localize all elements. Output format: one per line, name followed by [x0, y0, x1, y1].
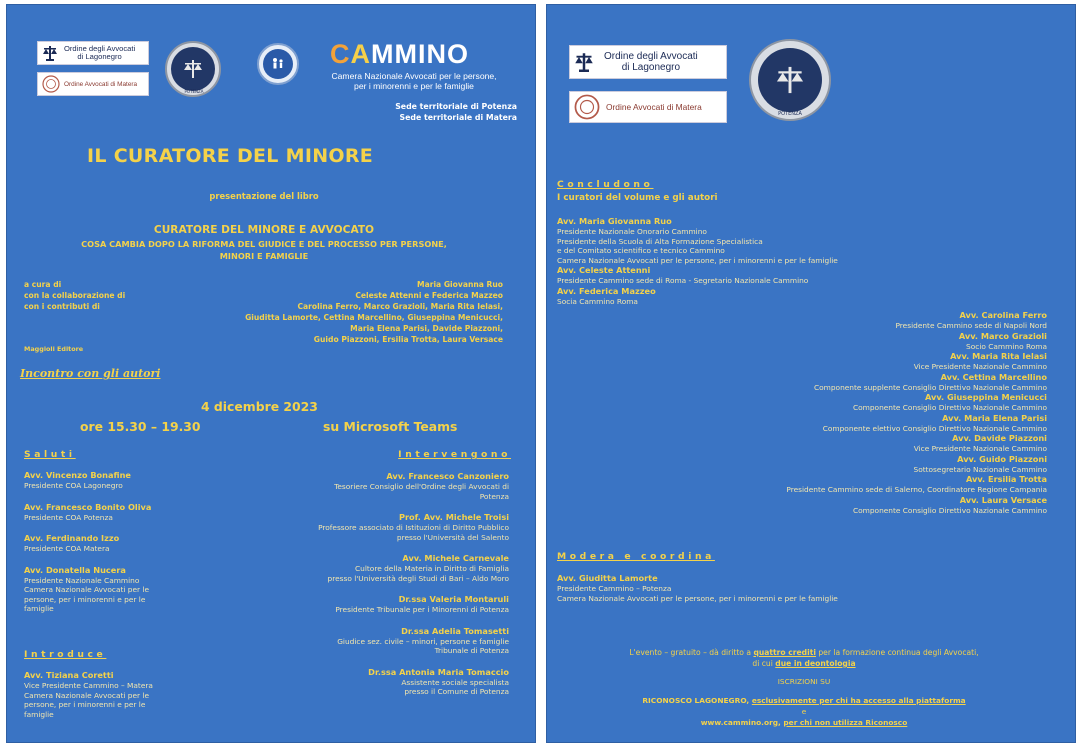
- autore-item: [697, 310, 1047, 331]
- cammino-letter-a: A: [350, 39, 371, 69]
- cammino-letters-mm: MM: [371, 39, 418, 69]
- person-role: Vice Presidente Nazionale Cammino: [913, 444, 1047, 453]
- autore-item: [697, 454, 1047, 475]
- person-name: Avv. Maria Rita Ielasi: [950, 351, 1047, 361]
- person-role: Presidente Cammino – Potenza Camera Nazionale Avvocati per le persone, per i minorenni e per le famiglie: [557, 584, 838, 603]
- person-name: Avv. Guido Piazzoni: [957, 453, 1047, 464]
- person-name: Avv. Carolina Ferro: [959, 310, 1047, 320]
- flyer-page-right: [546, 4, 1076, 743]
- person-role: Tesoriere Consiglio dell'Ordine degli Avvocati di Potenza: [334, 482, 509, 501]
- book-subtitle: [7, 238, 521, 262]
- autori-right-list: [697, 310, 1047, 515]
- modera-item: [557, 573, 977, 603]
- person-role: Componente Consiglio Direttivo Nazionale Cammino: [852, 403, 1047, 412]
- person-role: Presidente Tribunale per i Minorenni di Potenza: [335, 605, 509, 614]
- introduce-item: [24, 670, 214, 719]
- modera-heading: Modera e coordina: [557, 551, 715, 562]
- person-name: Dr.ssa Valeria Montaruli: [398, 594, 509, 604]
- iscrizioni-links: [547, 695, 1061, 728]
- saluti-item: [24, 502, 214, 523]
- person-name: Avv. Francesco Bonito Oliva: [24, 501, 152, 512]
- person-role: Presidente Nazionale Cammino Camera Nazionale Avvocati per le persone, per i minorenni e per le famiglie: [24, 575, 150, 613]
- cura-label: a cura di: [24, 280, 62, 289]
- intervengono-item: [237, 471, 509, 501]
- person-name: Avv. Maria Giovanna Ruo: [557, 216, 672, 226]
- person-name: Avv. Laura Versace: [959, 494, 1047, 505]
- event-platform: su Microsoft Teams: [323, 419, 458, 434]
- autore-item: [697, 392, 1047, 413]
- person-name: Avv. Federica Mazzeo: [557, 285, 656, 296]
- crediti-line-2: [547, 658, 1061, 669]
- event-time: ore 15.30 – 19.30: [80, 419, 201, 434]
- curatore-item: [557, 286, 957, 307]
- ordine-lagonegro-logo-text: Ordine degli Avvocati di Lagonegro: [604, 51, 698, 73]
- person-role: Giudice sez. civile – minori, persone e famiglie Tribunale di Potenza: [337, 636, 509, 655]
- contrib-line: Carolina Ferro, Marco Grazioli, Maria Rita Ielasi,: [297, 302, 503, 311]
- person-role: Presidente COA Potenza: [24, 512, 113, 522]
- credits-labels: [24, 279, 125, 312]
- curatore-item: [557, 265, 957, 286]
- contrib-line: Maria Elena Parisi, Davide Piazzoni,: [350, 324, 503, 333]
- deontologia-link[interactable]: due in deontologia: [775, 659, 856, 668]
- curatore-item: [557, 216, 957, 265]
- person-name: Avv. Giuseppina Menicucci: [924, 392, 1047, 402]
- curatori-subheading: I curatori del volume e gli autori: [557, 193, 718, 203]
- person-name: Dr.ssa Antonia Maria Tomaccio: [368, 666, 509, 677]
- scales-icon: [42, 44, 58, 62]
- intervengono-item: [237, 594, 509, 615]
- collab-names: Celeste Attenni e Federica Mazzeo: [355, 291, 503, 300]
- cura-names: Maria Giovanna Ruo: [417, 280, 503, 289]
- person-name: Prof. Avv. Michele Troisi: [399, 512, 509, 522]
- contributi-label: con i contributi di: [24, 302, 100, 311]
- sede-matera: Sede territoriale di Matera: [399, 113, 517, 122]
- riconosco-line: [547, 695, 1061, 706]
- person-role: Socio Cammino Roma: [966, 341, 1047, 351]
- scales-icon: [574, 50, 594, 74]
- cammino-site-pre[interactable]: www.cammino.org,: [700, 718, 784, 727]
- presentazione-libro: presentazione del libro: [209, 191, 319, 201]
- saluti-heading: Saluti: [24, 449, 76, 460]
- person-name: Avv. Ersilia Trotta: [965, 474, 1047, 484]
- family-icon: [270, 56, 286, 72]
- riconosco-pre: RICONOSCO LAGONEGRO,: [642, 696, 752, 705]
- introduce-heading: Introduce: [24, 649, 107, 660]
- cammino-site-line: [547, 717, 1061, 728]
- person-name: Avv. Cettina Marcellino: [940, 371, 1047, 382]
- sede-potenza: Sede territoriale di Potenza: [395, 102, 517, 111]
- intervengono-item: [237, 626, 509, 656]
- ordine-lagonegro-logo: [37, 41, 149, 65]
- riconosco-link[interactable]: esclusivamente per chi ha accesso alla piattaforma: [751, 696, 966, 705]
- ordine-lagonegro-logo: [569, 45, 727, 79]
- person-role: Vice Presidente Cammino – Matera Camera Nazionale Avvocati per le persone, per i minorenni e per le famiglie: [24, 681, 153, 719]
- seal-icon: [574, 94, 600, 120]
- person-name: Avv. Marco Grazioli: [958, 330, 1047, 341]
- person-role: Presidente Nazionale Onorario Cammino Presidente della Scuola di Alta Formazione Specialistica e del Comitato scientifico e tecnico Cammino Camera Nazionale Avvocati per le persone, per i minorenni e per le famiglie: [557, 227, 838, 265]
- saluti-item: [24, 533, 214, 554]
- intervengono-item: [237, 512, 509, 542]
- contrib-line: Giuditta Lamorte, Cettina Marcellino, Giuseppina Menicucci,: [245, 313, 503, 322]
- intervengono-item: [237, 553, 509, 583]
- crediti-post: per la formazione continua degli Avvocati,: [815, 648, 979, 657]
- crediti-info: [547, 647, 1061, 669]
- person-role: Sottosegretario Nazionale Cammino: [913, 464, 1047, 474]
- person-name: Avv. Ferdinando Izzo: [24, 533, 120, 543]
- person-name: Avv. Donatella Nucera: [24, 564, 126, 575]
- cammino-emblem: [257, 43, 299, 85]
- autore-item: [697, 372, 1047, 393]
- autore-item: [697, 331, 1047, 352]
- person-name: Dr.ssa Adelia Tomasetti: [401, 625, 509, 636]
- autore-item: [697, 413, 1047, 434]
- cammino-tagline-line-1: Camera Nazionale Avvocati per le persone,: [331, 71, 497, 81]
- intervengono-heading: Intervengono: [398, 449, 511, 460]
- person-role: Presidente Cammino sede di Napoli Nord: [895, 321, 1047, 330]
- autore-item: [697, 495, 1047, 516]
- credits-names: [157, 279, 503, 345]
- editore: Maggioli Editore: [24, 345, 84, 353]
- person-name: Avv. Maria Elena Parisi: [942, 412, 1047, 423]
- crediti-pre: L'evento – gratuito – dà diritto a: [629, 648, 754, 657]
- and-text: e: [801, 707, 807, 716]
- person-role: Presidente COA Lagonegro: [24, 481, 123, 490]
- ordine-potenza-logo: [749, 39, 831, 121]
- person-role: Presidente COA Matera: [24, 544, 110, 553]
- saluti-item: [24, 470, 214, 491]
- scales-icon: [774, 64, 806, 96]
- person-role: Componente supplente Consiglio Direttivo Nazionale Cammino: [813, 382, 1047, 392]
- ordine-matera-logo-text: Ordine Avvocati di Matera: [606, 102, 702, 112]
- book-title: CURATORE DEL MINORE E AVVOCATO: [153, 224, 375, 236]
- ordine-matera-logo: [569, 91, 727, 123]
- person-name: Avv. Davide Piazzoni: [952, 433, 1047, 443]
- ordine-potenza-bottom-text: POTENZA: [778, 111, 802, 117]
- curatori-left-list: [557, 216, 957, 306]
- person-name: Avv. Vincenzo Bonafine: [24, 470, 131, 480]
- quattro-crediti-link[interactable]: quattro crediti: [753, 648, 816, 657]
- intervengono-list: [237, 471, 509, 697]
- collab-label: con la collaborazione di: [24, 291, 126, 300]
- cammino-wordmark: [330, 39, 469, 70]
- person-name: Avv. Celeste Attenni: [557, 265, 651, 275]
- flyer-page-left: [6, 4, 536, 743]
- ordine-potenza-bottom-text: POTENZA: [184, 89, 204, 94]
- iscrizioni-label: ISCRIZIONI SU: [777, 677, 831, 686]
- crediti-line2-pre: di cui: [752, 659, 776, 668]
- cammino-site-link[interactable]: per chi non utilizza Riconosco: [783, 718, 908, 727]
- concludono-heading: Concludono: [557, 179, 654, 190]
- saluti-list: [24, 470, 214, 614]
- book-subtitle-line-1: COSA CAMBIA DOPO LA RIFORMA DEL GIUDICE E DEL PROCESSO PER PERSONE,: [81, 239, 447, 249]
- main-title: IL CURATORE DEL MINORE: [87, 145, 374, 167]
- intervengono-item: [237, 667, 509, 697]
- autore-item: [697, 351, 1047, 372]
- person-role: Presidente Cammino sede di Roma - Segretario Nazionale Cammino: [557, 276, 809, 285]
- person-role: Cultore della Materia in Diritto di Famiglia presso l'Università degli Studi di Bari – Aldo Moro: [327, 564, 509, 583]
- person-name: Avv. Giuditta Lamorte: [557, 573, 658, 583]
- seal-icon: [42, 75, 60, 93]
- ordine-lagonegro-logo-text: Ordine degli Avvocati di Lagonegro: [64, 43, 136, 61]
- cammino-letter-c: C: [330, 39, 351, 69]
- book-subtitle-line-2: MINORI E FAMIGLIE: [219, 251, 309, 261]
- cammino-tagline-line-2: per i minorenni e per le famiglie: [354, 81, 474, 91]
- cammino-letters-ino: INO: [417, 39, 469, 69]
- person-role: Componente Consiglio Direttivo Nazionale Cammino: [852, 505, 1047, 515]
- person-role: Componente elettivo Consiglio Direttivo Nazionale Cammino: [822, 423, 1047, 433]
- autore-item: [697, 474, 1047, 495]
- autore-item: [697, 433, 1047, 454]
- person-name: Avv. Francesco Canzoniero: [386, 471, 509, 481]
- event-date: 4 dicembre 2023: [201, 399, 318, 414]
- sedi-territoriali: [347, 101, 517, 123]
- cammino-tagline: [309, 71, 519, 91]
- scales-icon: [182, 58, 204, 80]
- person-name: Avv. Tiziana Coretti: [24, 670, 114, 680]
- person-role: Professore associato di Istituzioni di Diritto Pubblico presso l'Università del Salento: [318, 523, 509, 542]
- incontro-autori: Incontro con gli autori: [20, 367, 161, 380]
- person-role: Socia Cammino Roma: [557, 296, 638, 306]
- ordine-matera-logo: [37, 72, 149, 96]
- contrib-line: Guido Piazzoni, Ersilia Trotta, Laura Versace: [313, 335, 503, 344]
- person-name: Avv. Michele Carnevale: [402, 553, 509, 563]
- person-role: Vice Presidente Nazionale Cammino: [913, 362, 1047, 371]
- person-role: Assistente sociale specialista presso il Comune di Potenza: [401, 677, 509, 696]
- person-role: Presidente Cammino sede di Salerno, Coordinatore Regione Campania: [786, 485, 1047, 494]
- saluti-item: [24, 565, 214, 614]
- ordine-matera-logo-text: Ordine Avvocati di Matera: [64, 80, 138, 88]
- crediti-line-1: [547, 647, 1061, 658]
